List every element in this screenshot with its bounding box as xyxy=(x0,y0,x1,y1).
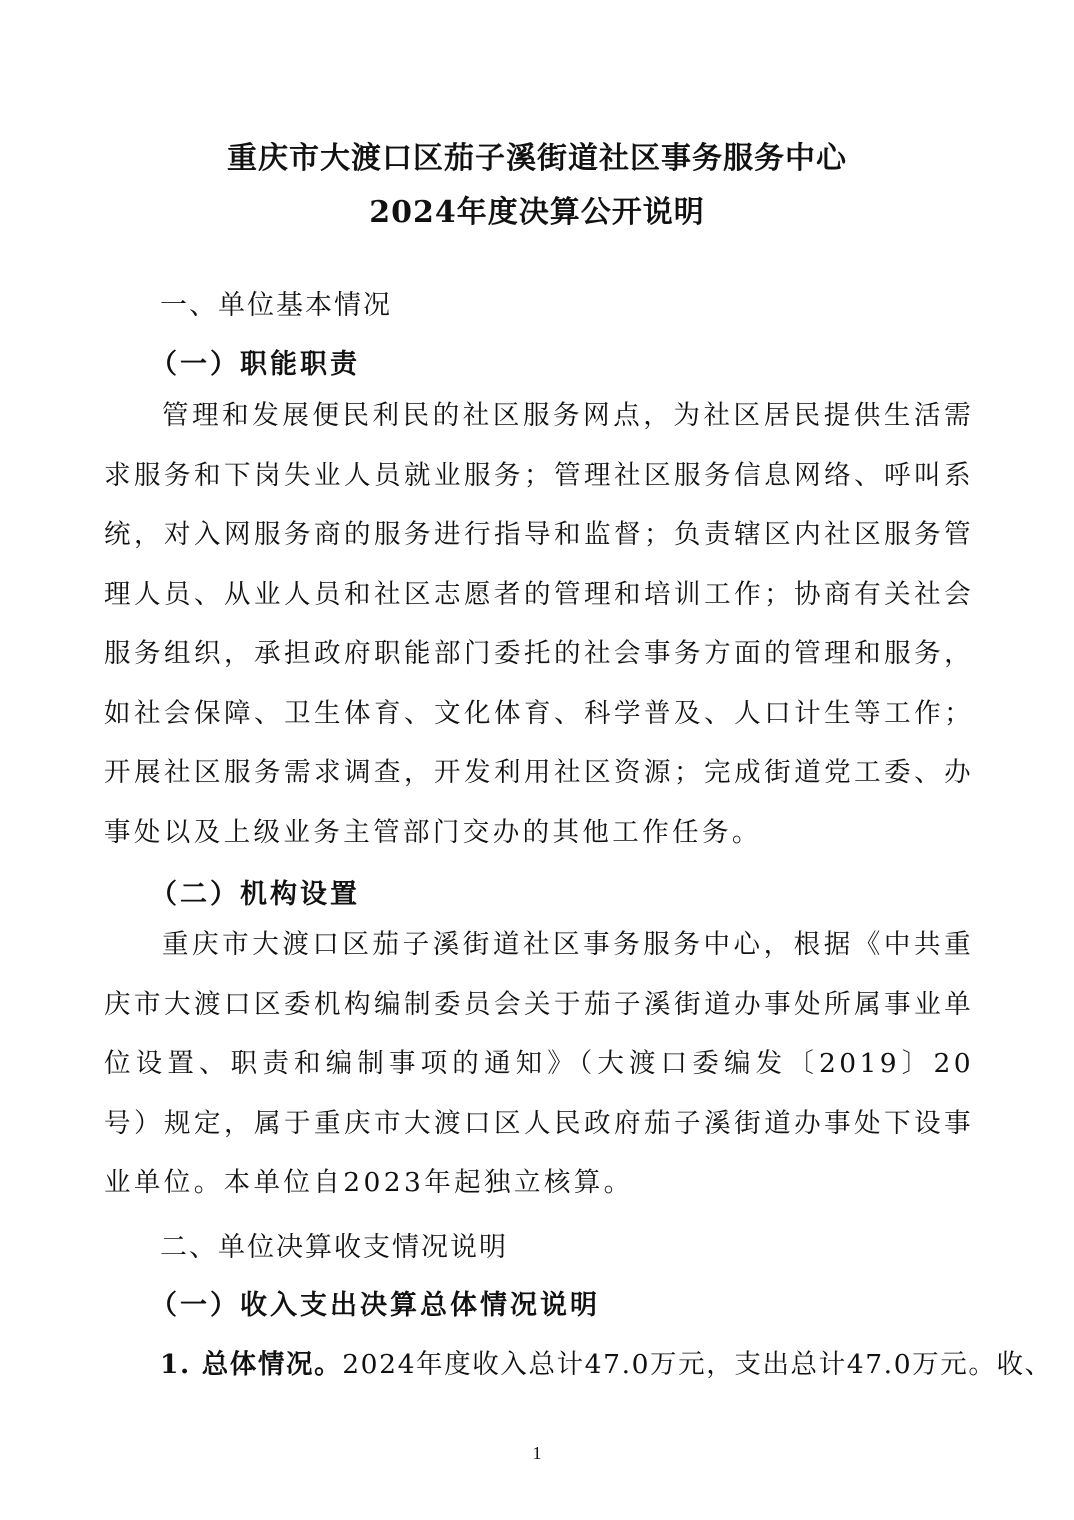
overall-situation-line xyxy=(160,1342,1053,1381)
overall-situation-text: 2024年度收入总计47.0万元，支出总计47.0万元。收、 xyxy=(342,1349,1053,1380)
section2-heading: 二、单位决算收支情况说明 xyxy=(160,1232,508,1263)
section1-heading: 一、单位基本情况 xyxy=(160,290,392,321)
section1-sub2-heading: （二）机构设置 xyxy=(150,879,360,910)
overall-situation-label: 1. 总体情况。 xyxy=(160,1349,343,1380)
section2-sub1-heading: （一）收入支出决算总体情况说明 xyxy=(150,1290,600,1321)
document-title-line1: 重庆市大渡口区茄子溪街道社区事务服务中心 xyxy=(227,141,847,176)
duties-paragraph: 管理和发展便民利民的社区服务网点，为社区居民提供生活需求服务和下岗失业人员就业服务；管理社区服务信息网络、呼叫系统，对入网服务商的服务进行指导和监督；负责辖区内社区服务管理人员、从业人员和社区志愿者的管理和培训工作；协商有关社会服务组织，承担政府职能部门委托的社会事务方面的管理和服务，如社会保障、卫生体育、文化体育、科学普及、人口计生等工作；开展社区服务需求调查，开发利用社区资源；完成街道党工委、办事处以及上级业务主管部门交办的其他工作任务。 xyxy=(104,400,974,848)
page-number: 1 xyxy=(532,1443,542,1463)
section1-sub1-heading: （一）职能职责 xyxy=(150,349,360,380)
organization-paragraph: 重庆市大渡口区茄子溪街道社区事务服务中心，根据《中共重庆市大渡口区委机构编制委员会关于茄子溪街道办事处所属事业单位设置、职责和编制事项的通知》（大渡口委编发〔2019〕20号）规定，属于重庆市大渡口区人民政府茄子溪街道办事处下设事业单位。本单位自2023年起独立核算。 xyxy=(104,929,974,1198)
document-title-line2: 2024年度决算公开说明 xyxy=(369,195,705,230)
